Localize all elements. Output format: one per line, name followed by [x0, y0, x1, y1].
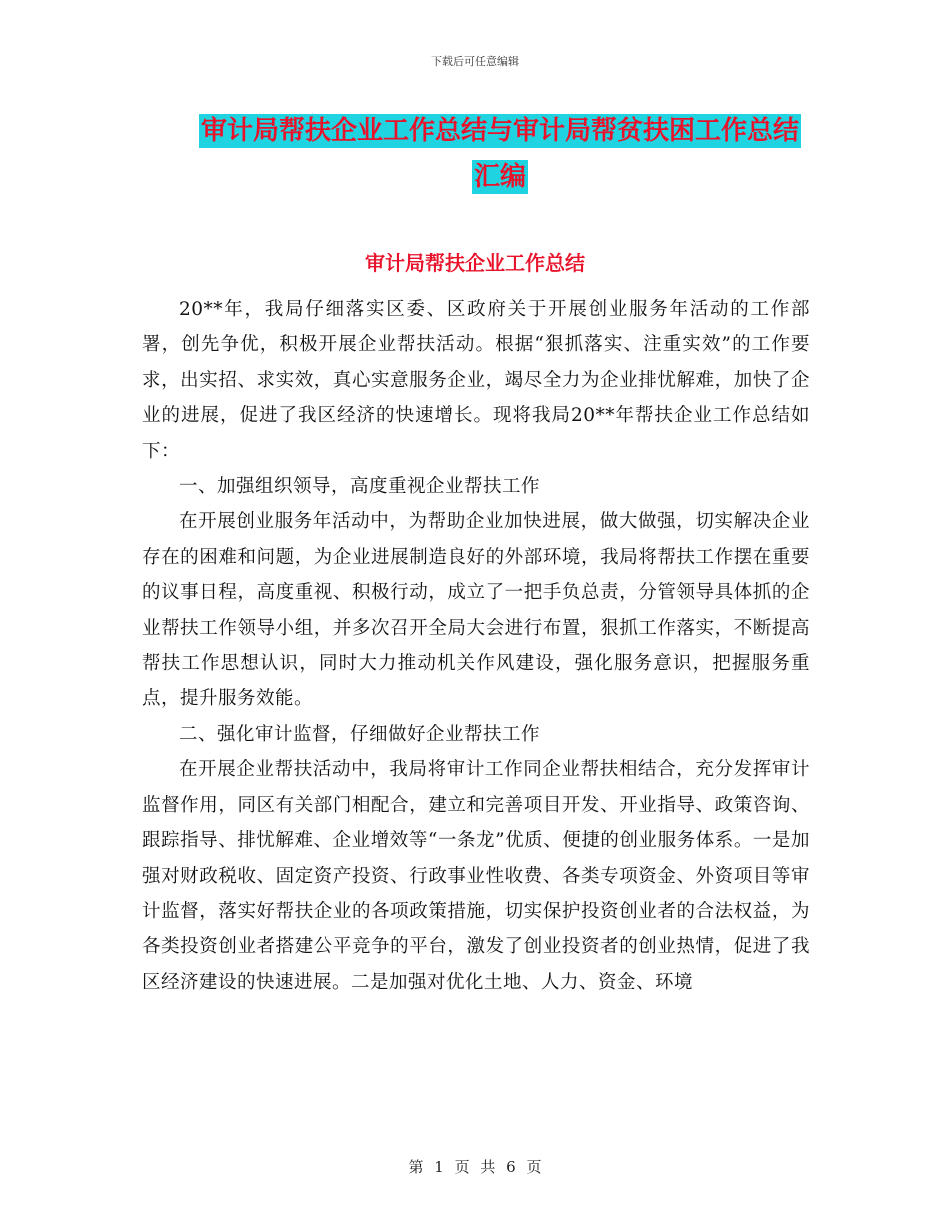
- document-title-line2: 汇编: [473, 162, 526, 192]
- paragraph-section-1: 在开展创业服务年活动中，为帮助企业加快进展，做大做强，切实解决企业存在的困难和问题，为企业进展制造良好的外部环境，我局将帮扶工作摆在重要的议事日程，高度重视、积极行动，成立了一把手负总责，分管领导具体抓的企业帮扶工作领导小组，并多次召开全局大会进行布置，狠抓工作落实，不断提高帮扶工作思想认识，同时大力推动机关作风建设，强化服务意识，把握服务重点，提升服务效能。: [142, 511, 810, 710]
- paragraph-section-2: 在开展企业帮扶活动中，我局将审计工作同企业帮扶相结合，充分发挥审计监督作用，同区有关部门相配合，建立和完善项目开发、开业指导、政策咨询、跟踪指导、排忧解难、企业增效等“一条龙”优质、便捷的创业服务体系。一是加强对财政税收、固定资产投资、行政事业性收费、各类专项资金、外资项目等审计监督，落实好帮扶企业的各项政策措施，切实保护投资创业者的合法权益，为各类投资创业者搭建公平竞争的平台，激发了创业投资者的创业热情，促进了我区经济建设的快速进展。二是加强对优化土地、人力、资金、环境: [142, 759, 810, 993]
- document-title-line1: 审计局帮扶企业工作总结与审计局帮贫扶困工作总结: [200, 116, 799, 146]
- section-title: 审计局帮扶企业工作总结: [365, 251, 585, 275]
- heading-section-1: 一、加强组织领导，高度重视企业帮扶工作: [179, 476, 541, 498]
- header-note: 下载后可任意编辑: [431, 55, 519, 68]
- document-body: [142, 292, 810, 1000]
- page-footer: 第 1 页 共 6 页: [408, 1158, 542, 1176]
- heading-section-2: 二、强化审计监督，仔细做好企业帮扶工作: [179, 723, 541, 745]
- paragraph-intro: 20**年，我局仔细落实区委、区政府关于开展创业服务年活动的工作部署，创先争优，积极开展企业帮扶活动。根据“狠抓落实、注重实效”的工作要求，出实招、求实效，真心实意服务企业，竭尽全力为企业排忧解难，加快了企业的进展，促进了我区经济的快速增长。现将我局20**年帮扶企业工作总结如下：: [142, 299, 810, 462]
- document-title: [140, 108, 860, 200]
